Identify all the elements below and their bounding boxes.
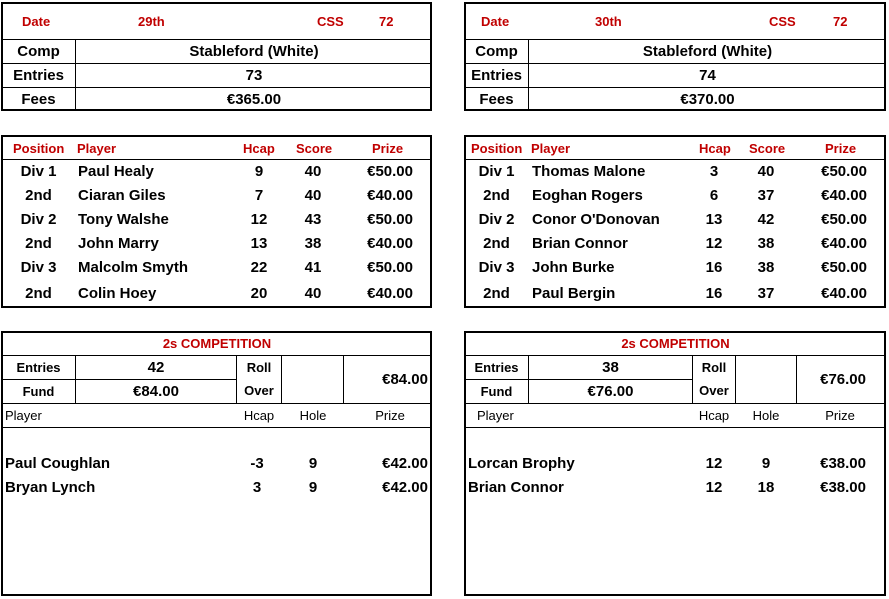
position: 2nd [483,235,510,252]
twos-col-prize: Prize [375,408,405,423]
roll-label: Roll [701,360,727,375]
prize: €50.00 [367,163,413,180]
over-label: Over [244,383,274,398]
twos-entries-label: Entries [474,360,519,375]
entries-value: 74 [699,67,716,84]
twos-col-player: Player [5,408,42,423]
twos-entries-value: 42 [147,359,165,376]
hole: 9 [308,455,318,472]
score: 40 [304,187,322,204]
fees-value: €370.00 [680,91,735,108]
css-label: CSS [769,14,796,29]
hcap: 7 [254,187,264,204]
prize: €50.00 [367,259,413,276]
twos-total: €84.00 [382,371,428,388]
col-player: Player [77,141,117,156]
twos-fund-value: €76.00 [587,383,634,400]
hole: 9 [761,455,771,472]
hcap: 6 [709,187,719,204]
twos-fund-label: Fund [22,384,55,399]
position: Div 3 [20,259,57,276]
position: 2nd [25,285,52,302]
player: Tony Walshe [78,211,169,228]
position: Div 1 [20,163,57,180]
prize: €40.00 [367,285,413,302]
hcap: 22 [250,259,268,276]
player: Conor O'Donovan [532,211,660,228]
hcap: 20 [250,285,268,302]
hcap: 3 [252,479,262,496]
twos-fund-value: €84.00 [133,383,179,400]
hcap: 12 [705,455,723,472]
hcap: 13 [250,235,268,252]
over-label: Over [699,383,729,398]
twos-title: 2s COMPETITION [621,336,730,351]
position: 2nd [483,187,510,204]
entries-label: Entries [13,67,64,84]
score: 40 [304,163,322,180]
twos-title: 2s COMPETITION [162,336,272,351]
position: 2nd [25,187,52,204]
css-value: 72 [379,14,394,29]
player: John Marry [78,235,159,252]
position: Div 2 [478,211,515,228]
date-value: 29th [138,14,165,29]
fees-label: Fees [479,91,514,108]
twos-col-player: Player [477,408,514,423]
prize: €50.00 [821,259,867,276]
css-value: 72 [833,14,848,29]
hcap: 9 [254,163,264,180]
hcap: 16 [705,259,723,276]
score: 40 [757,163,775,180]
hole: 9 [308,479,318,496]
player: Lorcan Brophy [468,455,575,472]
prize: €40.00 [367,235,413,252]
prize: €50.00 [821,163,867,180]
hcap: 13 [705,211,723,228]
prize: €38.00 [820,479,866,496]
score: 37 [757,187,775,204]
prize: €42.00 [382,455,428,472]
player: John Burke [532,259,615,276]
prize: €40.00 [821,285,867,302]
date-value: 30th [595,14,622,29]
col-hcap: Hcap [699,141,731,156]
hole: 18 [757,479,775,496]
position: Div 3 [478,259,515,276]
col-prize: Prize [372,141,404,156]
col-position: Position [13,141,65,156]
player: Paul Coughlan [5,455,110,472]
col-hcap: Hcap [243,141,275,156]
player: Malcolm Smyth [78,259,189,276]
entries-value: 73 [245,67,263,84]
twos-entries-value: 38 [602,359,619,376]
player: Paul Healy [78,163,154,180]
prize: €50.00 [367,211,413,228]
player: Ciaran Giles [78,187,166,204]
prize: €40.00 [821,187,867,204]
position: 2nd [483,285,510,302]
col-player: Player [531,141,571,156]
col-position: Position [471,141,523,156]
score: 38 [757,235,775,252]
roll-label: Roll [246,360,272,375]
hcap: 12 [705,235,723,252]
prize: €50.00 [821,211,867,228]
twos-col-prize: Prize [825,408,855,423]
col-score: Score [749,141,786,156]
comp-label: Comp [17,43,60,60]
position: 2nd [25,235,52,252]
hcap: 12 [705,479,723,496]
prize: €42.00 [382,479,428,496]
twos-col-hcap: Hcap [698,408,730,423]
player: Eoghan Rogers [532,187,643,204]
score: 41 [304,259,322,276]
player: Brian Connor [468,479,564,496]
twos-fund-label: Fund [480,384,513,399]
comp-label: Comp [475,43,518,60]
fees-value: €365.00 [226,91,282,108]
score: 40 [304,285,322,302]
player: Paul Bergin [532,285,616,302]
comp-value: Stableford (White) [189,43,319,60]
prize: €40.00 [367,187,413,204]
score: 38 [304,235,322,252]
twos-col-hcap: Hcap [243,408,275,423]
hcap: 12 [250,211,268,228]
twos-col-hole: Hole [299,408,327,423]
hcap: 3 [709,163,719,180]
score: 37 [757,285,775,302]
score: 38 [757,259,775,276]
position: Div 1 [478,163,515,180]
col-prize: Prize [825,141,857,156]
twos-entries-label: Entries [16,360,61,375]
css-label: CSS [317,14,344,29]
position: Div 2 [20,211,57,228]
col-score: Score [296,141,333,156]
twos-total: €76.00 [820,371,866,388]
player: Bryan Lynch [5,479,96,496]
hcap: -3 [250,455,264,472]
player: Brian Connor [532,235,628,252]
player: Thomas Malone [532,163,646,180]
prize: €40.00 [821,235,867,252]
entries-label: Entries [471,67,522,84]
hcap: 16 [705,285,723,302]
date-label: Date [22,14,51,29]
date-label: Date [481,14,510,29]
player: Colin Hoey [78,285,157,302]
twos-col-hole: Hole [752,408,780,423]
score: 42 [757,211,775,228]
fees-label: Fees [21,91,56,108]
prize: €38.00 [820,455,866,472]
comp-value: Stableford (White) [642,43,773,60]
score: 43 [304,211,322,228]
